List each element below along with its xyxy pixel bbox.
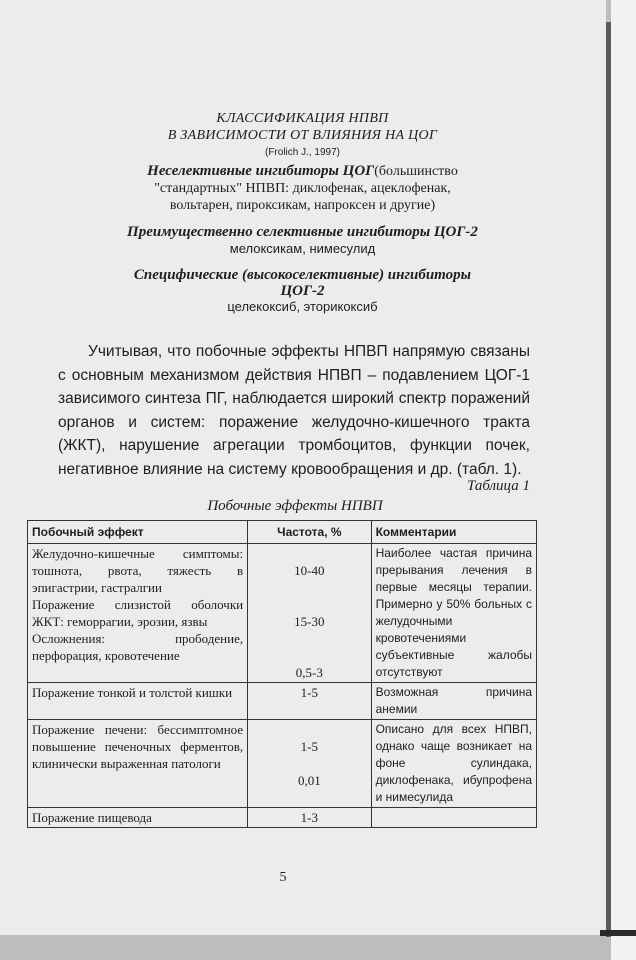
side-effects-table <box>27 520 537 828</box>
frequency-value: 1-5 <box>300 739 319 754</box>
frequency-cell <box>248 544 371 683</box>
header-frequency: Частота, % <box>248 521 371 544</box>
table-row <box>28 720 537 808</box>
comment-cell: Описано для всех НПВП, однако чаще возникает на фоне сулиндака, диклофенака, ибупрофена и нимесулида <box>371 720 536 808</box>
effect-cell <box>28 720 248 808</box>
frequency-cell: 1-3 <box>248 808 371 828</box>
effect-cell: Поражение пищевода <box>28 808 248 828</box>
header-effect: Побочный эффект <box>28 521 248 544</box>
effect-text: Поражение печени: бессимптомное повышение печеночных ферментов, <box>32 722 244 754</box>
comment-cell: Возможная причина анемии <box>371 683 536 720</box>
effect-text: клинически выраженная патологи <box>32 756 221 771</box>
frequency-value: 10-40 <box>294 563 325 578</box>
frequency-cell <box>248 720 371 808</box>
effect-cell <box>28 544 248 683</box>
group1 <box>95 163 510 214</box>
effect-text: Желудочно-кишечные симптомы: тошнота, рвота, тяжесть в эпигастрии, гастралгии <box>32 546 244 595</box>
page-number: 5 <box>279 870 287 885</box>
comment-cell <box>371 808 536 828</box>
group2-examples: мелоксикам, нимесулид <box>229 241 376 256</box>
group2-name: Преимущественно селективные ингибиторы ЦОГ-2 <box>127 224 478 240</box>
group1-name: Неселективные ингибиторы ЦОГ <box>147 163 375 179</box>
classification-block <box>95 110 510 315</box>
body-paragraph <box>58 340 530 481</box>
group1-line3: вольтарен, пироксикам, напроксен и другие) <box>169 198 436 213</box>
page-edge <box>611 0 636 960</box>
table-title: Побочные эффекты НПВП <box>207 498 383 514</box>
effect-cell: Поражение тонкой и толстой кишки <box>28 683 248 720</box>
group1-rest: (большинство <box>374 164 458 179</box>
group3-name-line1: Специфические (высокоселективные) ингибиторы <box>133 267 472 283</box>
page-corner-shadow <box>600 930 636 936</box>
table-caption: Таблица 1 <box>467 478 530 494</box>
table-header-row <box>28 521 537 544</box>
group3 <box>95 267 510 315</box>
effect-text: Поражение слизистой оболочки ЖКТ: геморрагии, эрозии, язвы <box>32 597 244 629</box>
table-row <box>28 808 537 828</box>
table-row <box>28 683 537 720</box>
frequency-cell: 1-5 <box>248 683 371 720</box>
classification-source: (Frolich J., 1997) <box>264 147 341 158</box>
group3-examples: целекоксиб, эторикоксиб <box>227 299 378 314</box>
classification-title-line2: В ЗАВИСИМОСТИ ОТ ВЛИЯНИЯ НА ЦОГ <box>167 128 438 143</box>
header-comments: Комментарии <box>371 521 536 544</box>
frequency-value: 0,01 <box>297 773 321 788</box>
comment-cell: Наиболее частая причина прерывания лечения в первые месяцы терапии. Примерно у 50% больных с желудочными кровотечениями субъективные жалобы отсутствуют <box>371 544 536 683</box>
group1-line2: "стандартных" НПВП: диклофенак, ацеклофенак, <box>154 181 451 196</box>
table-row <box>28 544 537 683</box>
effect-text: Осложнения: прободение, перфорация, кровотечение <box>32 631 244 663</box>
group3-name-line2: ЦОГ-2 <box>280 283 325 299</box>
classification-title-line1: КЛАССИФИКАЦИЯ НПВП <box>216 111 389 126</box>
frequency-value: 0,5-3 <box>295 665 323 680</box>
frequency-value: 15-30 <box>294 614 325 629</box>
paragraph-text: Учитывая, что побочные эффекты НПВП напрямую связаны с основным механизмом действия НПВП – подавлением ЦОГ-1 зависимого синтеза ПГ, наблюдается широкий спектр поражений органов и систем: поражение желудочно-кишечного тракта (ЖКТ), нарушение агрегации тромбоцитов, функции почек, негативное влияние на систему кровообращения и др. (табл. 1). <box>58 343 530 478</box>
group2 <box>95 224 510 257</box>
